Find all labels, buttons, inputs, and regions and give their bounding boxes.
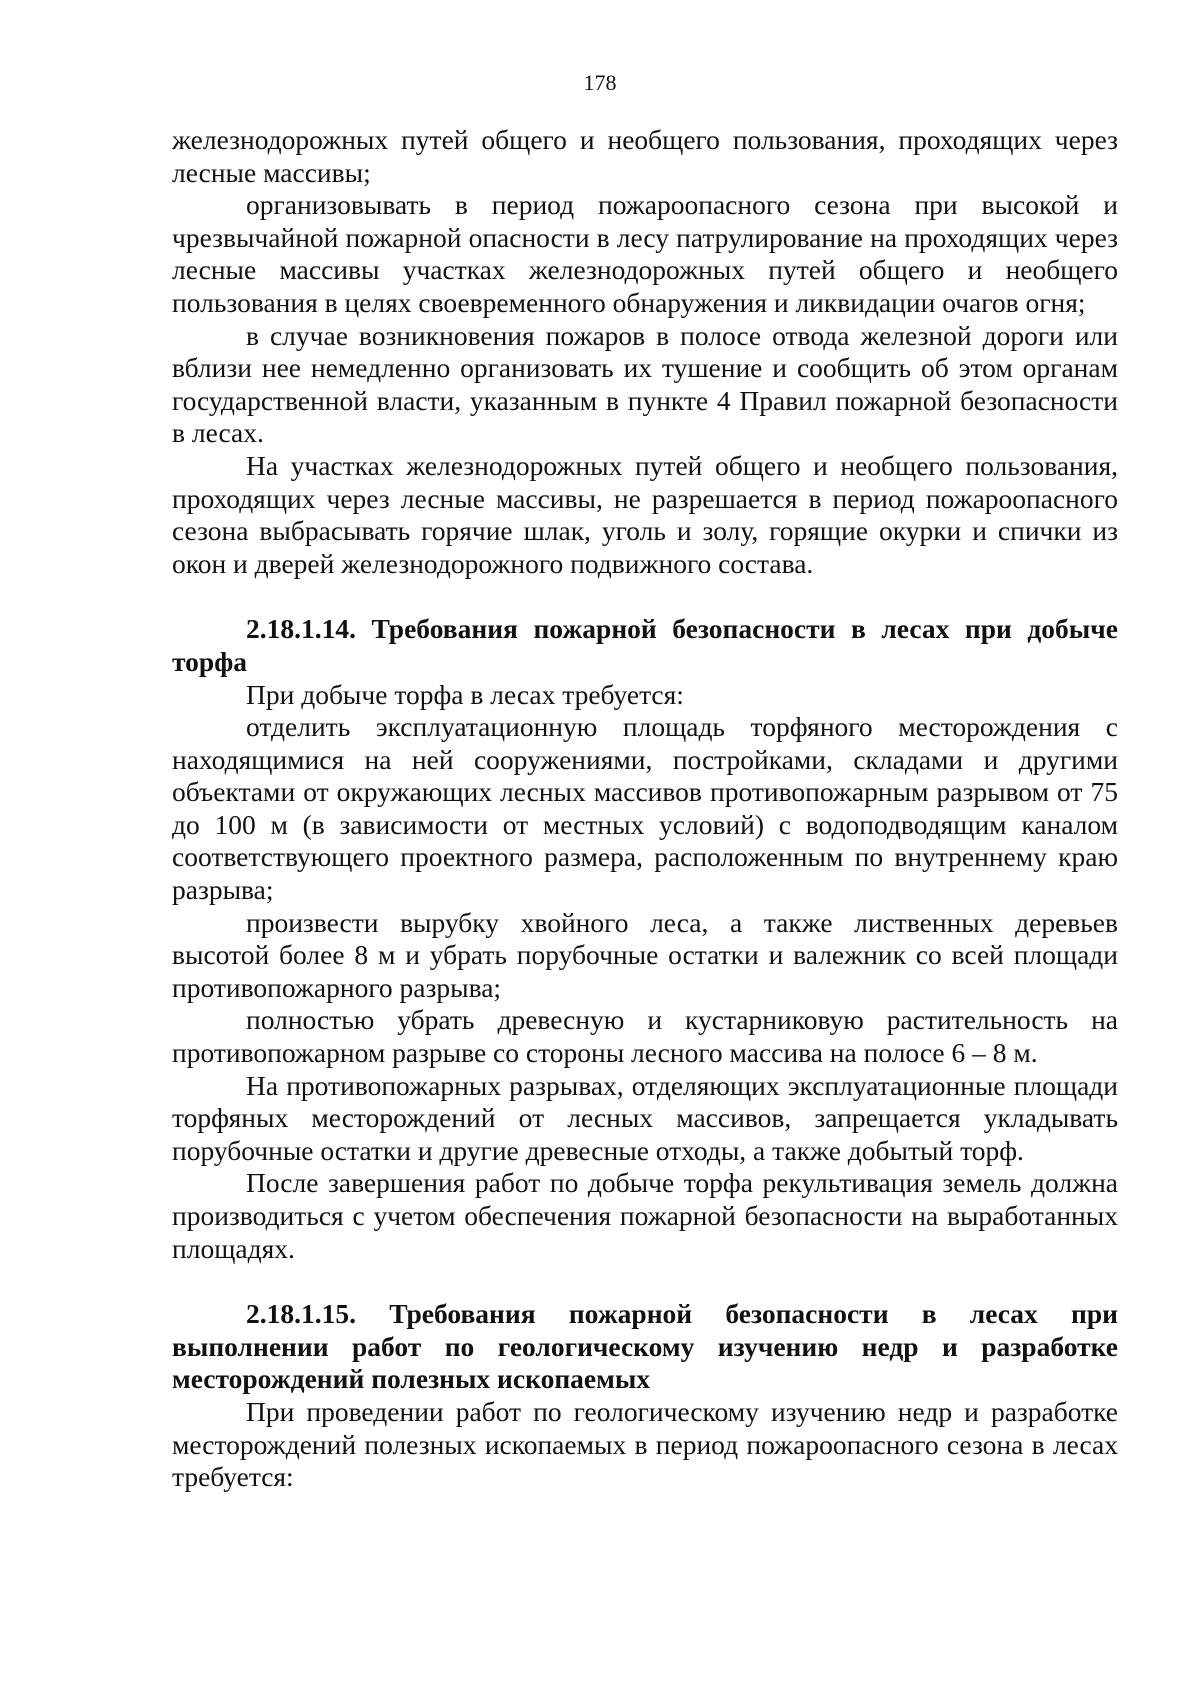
paragraph: произвести вырубку хвойного леса, а также лиственных деревьев высотой более 8 м и убрать порубочные остатки и валежник со всей площади противопожарного разрыва; <box>172 906 1118 1003</box>
paragraph: На участках железнодорожных путей общего и необщего пользования, проходящих через лесные массивы, не разрешается в период пожароопасного сезона выбрасывать горячие шлак, уголь и золу, горящие окурки и спички из окон и дверей железнодорожного подвижного состава. <box>172 449 1118 579</box>
paragraph: отделить эксплуатационную площадь торфяного месторождения с находящимися на ней сооружениями, постройками, складами и другими объектами от окружающих лесных массивов противопожарным разрывом от 75 до 100 м (в зависимости от местных условий) с водоподводящим каналом соответствующего проектного размера, расположенным по внутреннему краю разрыва; <box>172 711 1118 906</box>
page-number: 178 <box>583 70 617 95</box>
paragraph: железнодорожных путей общего и необщего пользования, проходящих через лесные массивы; <box>172 124 1118 188</box>
paragraph: После завершения работ по добыче торфа рекультивация земель должна производиться с учетом обеспечения пожарной безопасности на выработанных площадях. <box>172 1167 1118 1264</box>
paragraph: полностью убрать древесную и кустарниковую растительность на противопожарном разрыве со стороны лесного массива на полосе 6 – 8 м. <box>172 1004 1118 1069</box>
paragraph: При проведении работ по геологическому изучению недр и разработке месторождений полезных ископаемых в период пожароопасного сезона в лесах требуется: <box>172 1395 1118 1493</box>
paragraph: При добыче торфа в лесах требуется: <box>246 678 684 710</box>
paragraph: На противопожарных разрывах, отделяющих эксплуатационные площади торфяных месторождений от лесных массивов, запрещается укладывать порубочные остатки и другие древесные отходы, а также добытый торф. <box>172 1069 1118 1166</box>
section-heading: 2.18.1.14. Требования пожарной безопасности в лесах при добыче торфа <box>172 613 1118 677</box>
paragraph: организовывать в период пожароопасного сезона при высокой и чрезвычайной пожарной опасности в лесу патрулирование на проходящих через лесные массивы участках железнодорожных путей общего и необщего пользования в целях своевременного обнаружения и ликвидации очагов огня; <box>172 189 1118 318</box>
section-heading: 2.18.1.15. Требования пожарной безопасности в лесах при выполнении работ по геологическому изучению недр и разработке месторождений полезных ископаемых <box>172 1298 1118 1395</box>
document-body <box>172 124 1118 1494</box>
paragraph: в случае возникновения пожаров в полосе отвода железной дороги или вблизи нее немедленно организовать их тушение и сообщить об этом органам государственной власти, указанным в пункте 4 Правил пожарной безопасности в лесах. <box>172 319 1118 449</box>
